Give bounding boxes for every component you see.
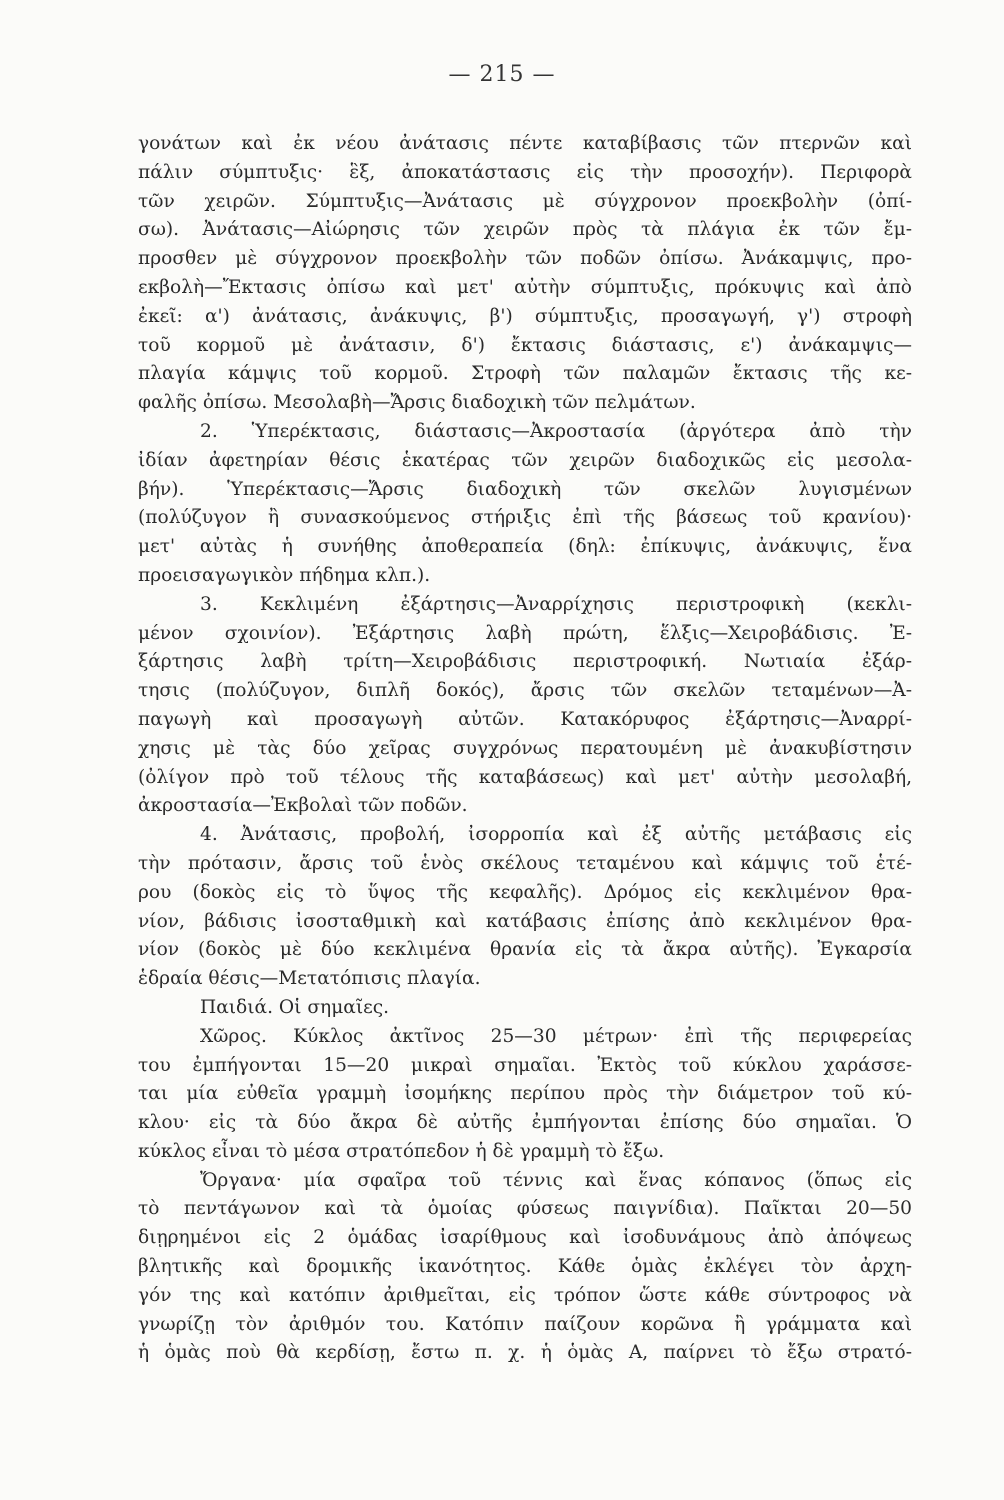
text-line: γονάτων καὶ ἐκ νέου ἀνάτασις πέντε καταβίβασις τῶν πτερνῶν καὶ <box>138 133 912 154</box>
text-line: φαλῆς ὀπίσω. Μεσολαβὴ—Ἄρσις διαδοχικὴ τῶν πελμάτων. <box>138 392 696 414</box>
text-line: (πολύζυγον ἢ συνασκούμενος στήριξις ἐπὶ τῆς βάσεως τοῦ κρανίου)· <box>138 507 912 529</box>
text-line: ἰδίαν ἀφετηρίαν θέσις ἑκατέρας τῶν χειρῶν διαδοχικῶς εἰς μεσολα- <box>138 449 912 471</box>
text-line: κύκλος εἶναι τὸ μέσα στρατόπεδον ἡ δὲ γραμμὴ τὸ ἔξω. <box>138 1140 665 1162</box>
text-line: (ὀλίγον πρὸ τοῦ τέλους τῆς καταβάσεως) καὶ μετ' αὐτὴν μεσολαβή, <box>138 766 912 788</box>
text-line: ἐκεῖ: α') ἀνάτασις, ἀνάκυψις, β') σύμπτυξις, προσαγωγή, γ') στροφὴ <box>138 305 912 327</box>
text-line: προσθεν μὲ σύγχρονον προεκβολὴν τῶν ποδῶν ὀπίσω. Ἀνάκαμψις, προ- <box>138 248 912 270</box>
text-line: τῶν χειρῶν. Σύμπτυξις—Ἀνάτασις μὲ σύγχρονον προεκβολὴν (ὀπί- <box>138 190 912 212</box>
text-line: Χῶρος. Κύκλος ἀκτῖνος 25—30 μέτρων· ἐπὶ τῆς περιφερείας <box>200 1025 912 1047</box>
body-text <box>138 130 912 1368</box>
text-line: 3. Κεκλιμένη ἐξάρτησις—Ἀναρρίχησις περιστροφικὴ (κεκλι- <box>200 593 912 615</box>
text-line: γνωρίζῃ τὸν ἀριθμόν του. Κατόπιν παίζουν κορῶνα ἢ γράμματα καὶ <box>138 1313 912 1335</box>
text-line: ται μία εὐθεῖα γραμμὴ ἰσομήκης περίπου πρὸς τὴν διάμετρον τοῦ κύ- <box>138 1083 912 1105</box>
text-line: εκβολὴ—Ἔκτασις ὀπίσω καὶ μετ' αὐτὴν σύμπτυξις, πρόκυψις καὶ ἀπὸ <box>138 276 912 298</box>
text-line: ρου (δοκὸς εἰς τὸ ὕψος τῆς κεφαλῆς). Δρόμος εἰς κεκλιμένον θρα- <box>138 881 912 903</box>
text-line: Ὄργανα· μία σφαῖρα τοῦ τέννις καὶ ἕνας κόπανος (ὅπως εἰς <box>200 1169 912 1191</box>
text-line: χησις μὲ τὰς δύο χεῖρας συγχρόνως περατουμένη μὲ ἀνακυβίστησιν <box>138 737 912 759</box>
text-line: ἀκροστασία—Ἐκβολαὶ τῶν ποδῶν. <box>138 795 468 817</box>
text-line: παγωγὴ καὶ προσαγωγὴ αὐτῶν. Κατακόρυφος ἐξάρτησις—Ἀναρρί- <box>138 708 912 730</box>
text-line: γόν της καὶ κατόπιν ἀριθμεῖται, εἰς τρόπον ὥστε κάθε σύντροφος νὰ <box>138 1284 912 1306</box>
text-line: διῃρημένοι εἰς 2 ὁμάδας ἰσαρίθμους καὶ ἰσοδυνάμους ἀπὸ ἀπόψεως <box>138 1227 912 1249</box>
text-line: 2. Ὑπερέκτασις, διάστασις—Ἀκροστασία (ἀργότερα ἀπὸ τὴν <box>200 420 912 442</box>
text-line: πάλιν σύμπτυξις· ἓξ, ἀποκατάστασις εἰς τὴν προσοχήν). Περιφορὰ <box>138 161 912 183</box>
text-line: τοῦ κορμοῦ μὲ ἀνάτασιν, δ') ἔκτασις διάστασις, ε') ἀνάκαμψις— <box>138 334 912 356</box>
text-line: νίον (δοκὸς μὲ δύο κεκλιμένα θρανία εἰς τὰ ἄκρα αὐτῆς). Ἐγκαρσία <box>138 939 912 961</box>
text-line: βλητικῆς καὶ δρομικῆς ἱκανότητος. Κάθε ὁμὰς ἐκλέγει τὸν ἀρχη- <box>138 1256 912 1278</box>
text-line: ἡ ὁμὰς ποὺ θὰ κερδίσῃ, ἔστω π. χ. ἡ ὁμὰς Α, παίρνει τὸ ἔξω στρατό- <box>138 1342 912 1364</box>
text-line: ἑδραία θέσις—Μετατόπισις πλαγία. <box>138 968 481 990</box>
text-line: νίον, βάδισις ἰσοσταθμικὴ καὶ κατάβασις ἐπίσης ἀπὸ κεκλιμένον θρα- <box>138 910 912 932</box>
text-line: κλου· εἰς τὰ δύο ἄκρα δὲ αὐτῆς ἐμπήγονται ἐπίσης δύο σημαῖαι. Ὁ <box>138 1112 912 1134</box>
text-line: ξάρτησις λαβὴ τρίτη—Χειροβάδισις περιστροφική. Νωτιαία ἐξάρ- <box>138 651 912 673</box>
text-line: βήν). Ὑπερέκτασις—Ἄρσις διαδοχικὴ τῶν σκελῶν λυγισμένων <box>138 478 912 500</box>
text-line: σω). Ἀνάτασις—Αἰώρησις τῶν χειρῶν πρὸς τὰ πλάγια ἐκ τῶν ἔμ- <box>138 219 912 241</box>
text-line: πλαγία κάμψις τοῦ κορμοῦ. Στροφὴ τῶν παλαμῶν ἔκτασις τῆς κε- <box>138 363 912 385</box>
text-line: τὴν πρότασιν, ἄρσις τοῦ ἑνὸς σκέλους τεταμένου καὶ κάμψις τοῦ ἑτέ- <box>138 852 912 874</box>
text-line: του ἐμπήγονται 15—20 μικραὶ σημαῖαι. Ἐκτὸς τοῦ κύκλου χαράσσε- <box>138 1054 912 1076</box>
text-line: τὸ πεντάγωνον καὶ τὰ ὁμοίας φύσεως παιγνίδια). Παῖκται 20—50 <box>138 1198 912 1220</box>
text-line: μετ' αὐτὰς ἡ συνήθης ἀποθεραπεία (δηλ: ἐπίκυψις, ἀνάκυψις, ἕνα <box>138 536 912 558</box>
text-line: Παιδιά. Οἱ σημαῖες. <box>200 996 390 1018</box>
text-line: προεισαγωγικὸν πήδημα κλπ.). <box>138 564 431 586</box>
text-line: μένον σχοινίον). Ἐξάρτησις λαβὴ πρώτη, ἕλξις—Χειροβάδισις. Ἐ- <box>138 622 912 644</box>
text-line: 4. Ἀνάτασις, προβολή, ἰσορροπία καὶ ἐξ αὐτῆς μετάβασις εἰς <box>200 824 912 846</box>
text-line: τησις (πολύζυγον, διπλῆ δοκός), ἄρσις τῶν σκελῶν τεταμένων—Ἀ- <box>138 680 912 702</box>
page-number: — 215 — <box>448 62 556 87</box>
